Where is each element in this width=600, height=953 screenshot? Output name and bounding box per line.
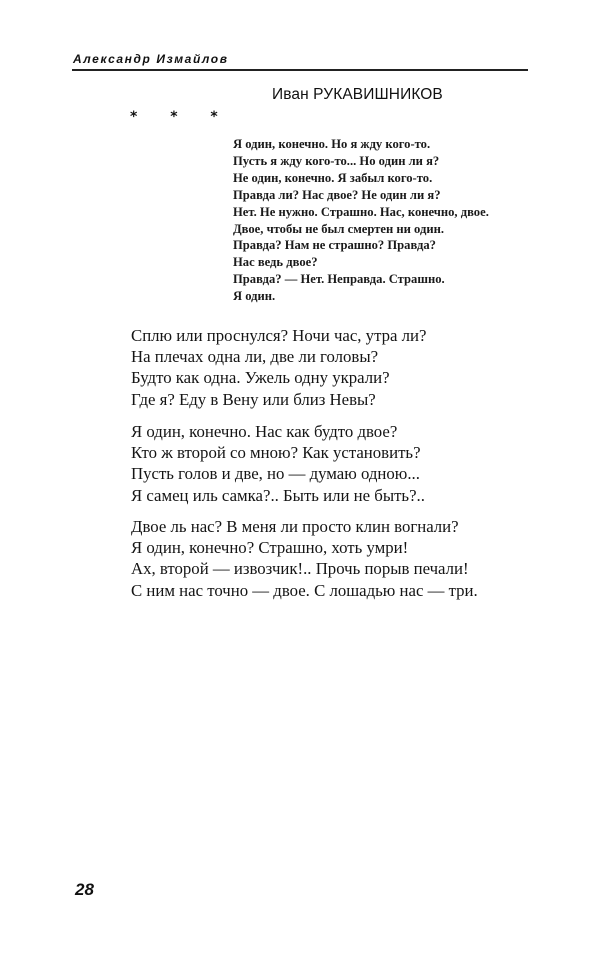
epigraph-line: Нас ведь двое? (233, 255, 318, 270)
verse-line: Я один, конечно? Страшно, хоть умри! (131, 538, 409, 558)
verse-line: На плечах одна ли, две ли головы? (131, 347, 379, 367)
running-head: Александр Измайлов (73, 52, 229, 66)
section-mark-asterisks: * * * (130, 109, 232, 125)
poet-name: Иван РУКАВИШНИКОВ (272, 86, 443, 103)
verse-line: Двое ль нас? В меня ли просто клин вогнали? (131, 517, 459, 536)
epigraph-line: Я один, конечно. Но я жду кого-то. (233, 137, 431, 151)
verse-line: Кто ж второй со мною? Как установить? (131, 443, 421, 463)
verse-line: С ним нас точно — двое. С лошадью нас — три. (131, 580, 478, 600)
verse-line: Будто как одна. Ужель одну украли? (131, 368, 390, 388)
epigraph-line: Двое, чтобы не был смертен ни один. (233, 221, 445, 236)
verse-line: Ах, второй — извозчик!.. Прочь порыв печали! (131, 559, 469, 579)
page-number: 28 (75, 880, 94, 899)
verse-line: Пусть голов и две, но — думаю одною... (131, 464, 420, 484)
epigraph-line: Нет. Не нужно. Страшно. Нас, конечно, двое. (233, 204, 489, 219)
epigraph-line: Правда? Нам не страшно? Правда? (233, 238, 436, 253)
epigraph-line: Я один. (233, 289, 276, 304)
verse-line: Сплю или проснулся? Ночи час, утра ли? (131, 326, 427, 345)
verse-line: Я самец иль самка?.. Быть или не быть?.. (131, 485, 425, 505)
stanza-1 (131, 325, 426, 410)
epigraph (233, 136, 489, 305)
epigraph-line: Не один, конечно. Я забыл кого-то. (233, 170, 433, 185)
header-rule (72, 69, 528, 71)
epigraph-line: Пусть я жду кого-то... Но один ли я? (233, 153, 440, 168)
stanza-2 (131, 421, 425, 506)
verse-line: Где я? Еду в Вену или близ Невы? (131, 389, 376, 409)
verse-line: Я один, конечно. Нас как будто двое? (131, 422, 398, 441)
epigraph-line: Правда ли? Нас двое? Не один ли я? (233, 187, 441, 202)
epigraph-line: Правда? — Нет. Неправда. Страшно. (233, 272, 445, 287)
stanza-3 (131, 516, 478, 601)
